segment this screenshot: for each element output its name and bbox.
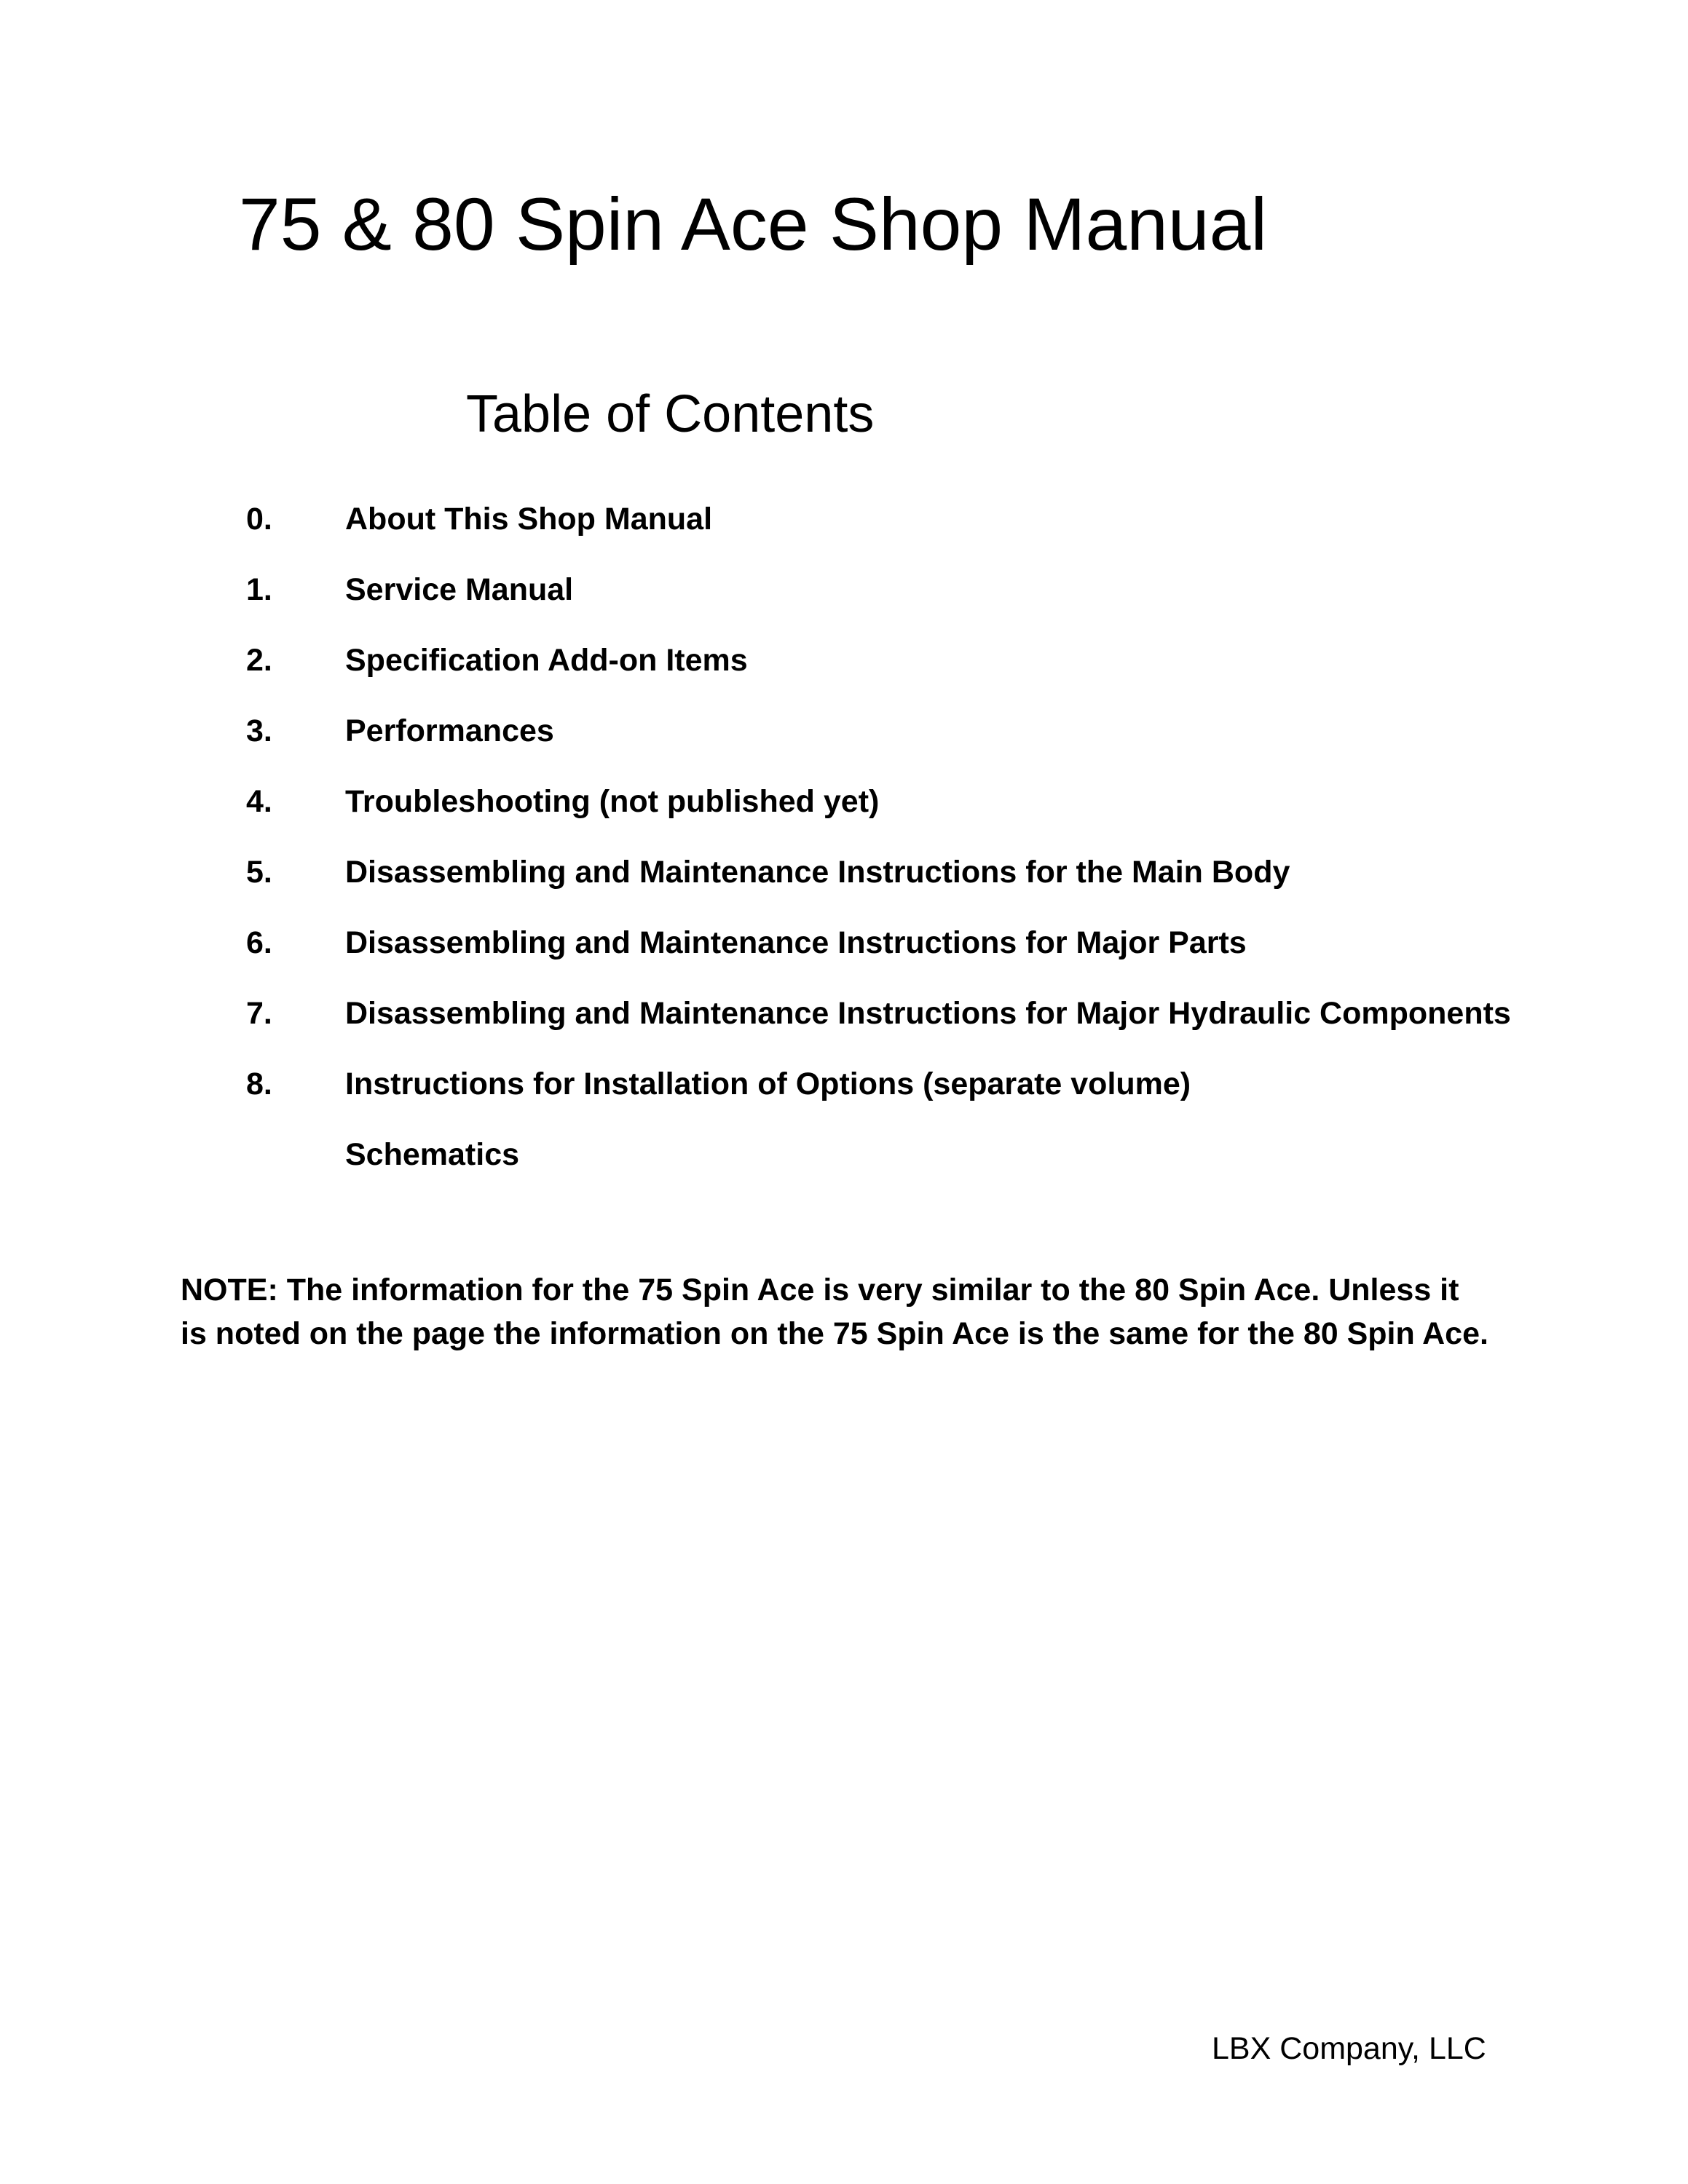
toc-item-label: Disassembling and Maintenance Instructions for Major Hydraulic Components xyxy=(345,996,1511,1031)
toc-item xyxy=(246,850,1630,921)
toc-item-number: 8. xyxy=(246,1067,272,1101)
toc-item-label: Schematics xyxy=(345,1137,520,1172)
toc-item-label: Disassembling and Maintenance Instructions for the Main Body xyxy=(345,855,1290,890)
toc-item-label: Troubleshooting (not published yet) xyxy=(345,784,880,819)
toc-item-number: 4. xyxy=(246,784,272,819)
toc-item xyxy=(246,992,1630,1062)
toc-item xyxy=(246,568,1630,638)
toc-item-number: 3. xyxy=(246,713,272,748)
toc-item xyxy=(246,921,1630,992)
toc-item-number: 7. xyxy=(246,996,272,1031)
note-paragraph xyxy=(181,1268,1608,1356)
toc-item xyxy=(246,1133,1630,1203)
document-title: 75 & 80 Spin Ace Shop Manual xyxy=(239,183,1268,266)
toc-item-label: Disassembling and Maintenance Instructions for Major Parts xyxy=(345,925,1247,960)
toc-item-label: About This Shop Manual xyxy=(345,502,713,537)
toc-item-label: Instructions for Installation of Options (separate volume) xyxy=(345,1067,1191,1101)
toc-item-number: 1. xyxy=(246,572,272,607)
toc-item-label: Performances xyxy=(345,713,554,748)
table-of-contents xyxy=(246,497,1630,1203)
toc-item-number: 6. xyxy=(246,925,272,960)
toc-item-number: 0. xyxy=(246,502,272,537)
toc-item-number: 5. xyxy=(246,855,272,890)
toc-item xyxy=(246,709,1630,780)
toc-item xyxy=(246,1062,1630,1133)
company-footer: LBX Company, LLC xyxy=(1212,2031,1486,2066)
note-line: NOTE: The information for the 75 Spin Ace is very similar to the 80 Spin Ace. Unless it xyxy=(181,1273,1459,1307)
note-line: is noted on the page the information on the 75 Spin Ace is the same for the 80 Spin Ace. xyxy=(181,1316,1488,1351)
toc-item-label: Service Manual xyxy=(345,572,574,607)
toc-heading: Table of Contents xyxy=(466,385,875,443)
toc-item-number: 2. xyxy=(246,643,272,678)
toc-item xyxy=(246,780,1630,850)
toc-item xyxy=(246,497,1630,568)
toc-item-label: Specification Add-on Items xyxy=(345,643,748,678)
toc-item xyxy=(246,638,1630,709)
